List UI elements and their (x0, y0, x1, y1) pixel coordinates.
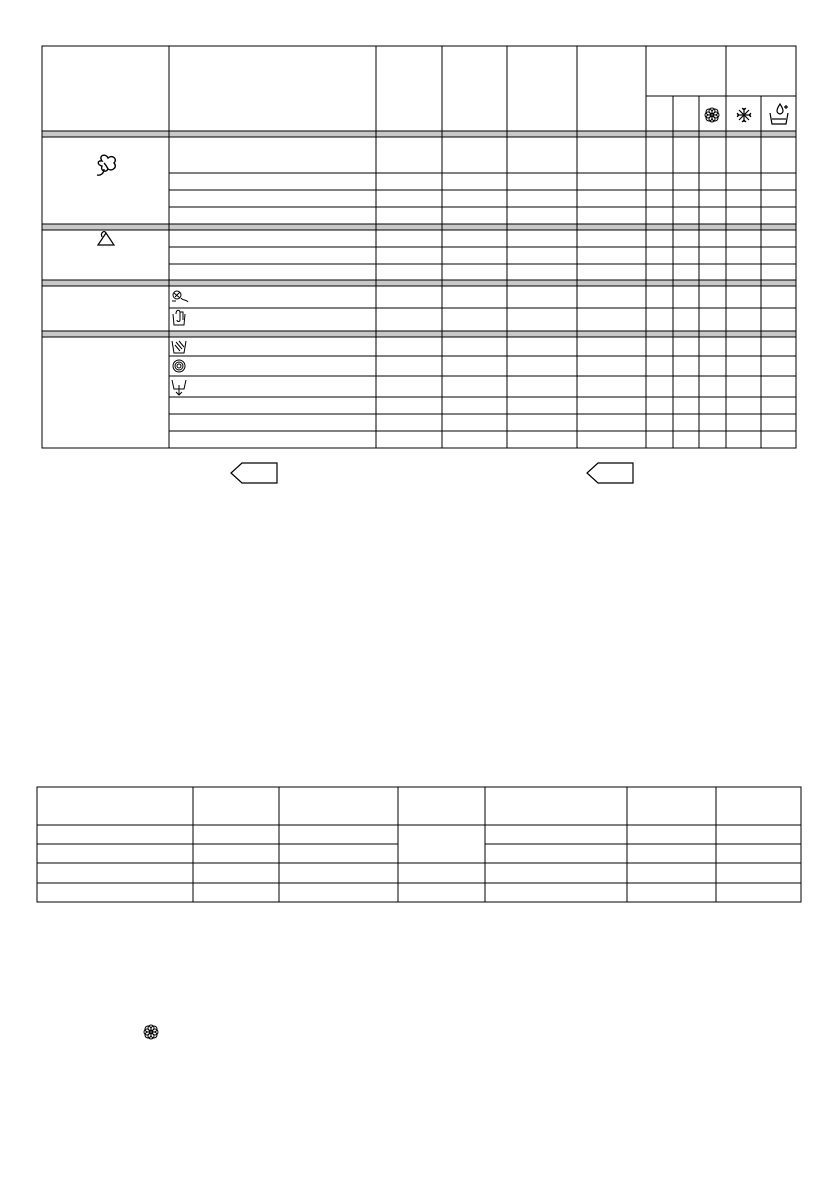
program-table (0, 0, 840, 460)
drain-icon (172, 380, 186, 395)
cotton-icon (97, 155, 115, 175)
tag-icon (585, 462, 635, 484)
handwash-icon (173, 310, 185, 325)
synthetic-icon (98, 232, 114, 245)
consumption-table (0, 780, 840, 910)
snowflake-icon (737, 108, 751, 122)
wool-icon (172, 291, 188, 302)
rinse-icon (172, 341, 186, 353)
flower-icon (141, 1022, 161, 1042)
separator-band (42, 224, 796, 230)
spin-icon (173, 360, 185, 372)
stain-icon (770, 104, 788, 124)
flower-icon (705, 108, 719, 122)
separator-band (42, 331, 796, 337)
separator-band (42, 280, 796, 286)
tag-icon (229, 462, 279, 484)
separator-band (42, 131, 796, 137)
